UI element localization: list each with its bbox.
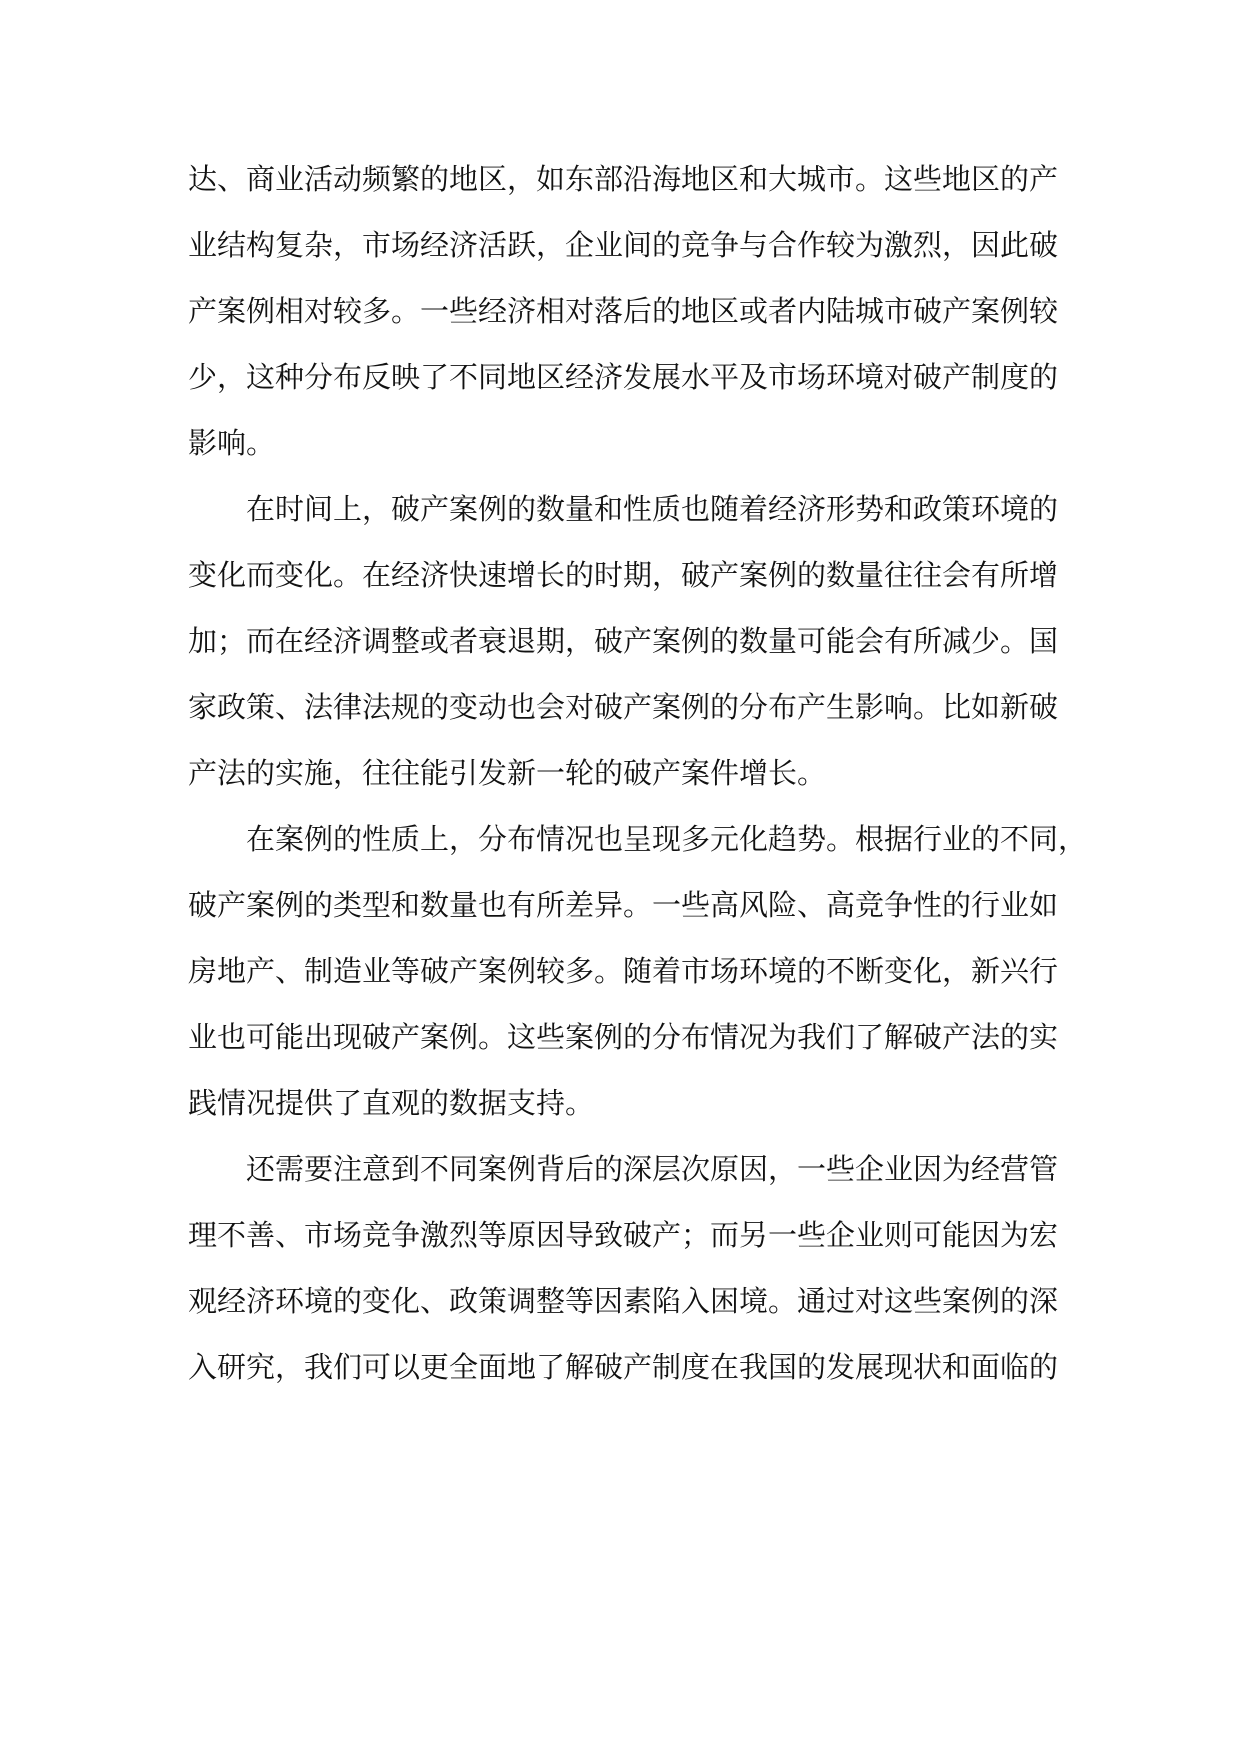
paragraph-industry-distribution — [188, 806, 1088, 1136]
text-line: 房地产、制造业等破产案例较多。随着市场环境的不断变化，新兴行 — [188, 954, 1059, 988]
text-line: 少，这种分布反映了不同地区经济发展水平及市场环境对破产制度的 — [188, 360, 1059, 394]
text-line: 入研究，我们可以更全面地了解破产制度在我国的发展现状和面临的 — [188, 1350, 1059, 1384]
text-line: 观经济环境的变化、政策调整等因素陷入困境。通过对这些案例的深 — [188, 1284, 1059, 1318]
text-line: 变化而变化。在经济快速增长的时期，破产案例的数量往往会有所增 — [188, 558, 1059, 592]
text-line: 在案例的性质上，分布情况也呈现多元化趋势。根据行业的不同， — [246, 822, 1088, 856]
text-line: 破产案例的类型和数量也有所差异。一些高风险、高竞争性的行业如 — [188, 888, 1059, 922]
text-line: 践情况提供了直观的数据支持。 — [188, 1086, 595, 1120]
text-line: 产法的实施，往往能引发新一轮的破产案件增长。 — [188, 756, 827, 790]
text-line: 业结构复杂，市场经济活跃，企业间的竞争与合作较为激烈，因此破 — [188, 228, 1059, 262]
text-line: 理不善、市场竞争激烈等原因导致破产；而另一些企业则可能因为宏 — [188, 1218, 1059, 1252]
text-line: 达、商业活动频繁的地区，如东部沿海地区和大城市。这些地区的产 — [188, 162, 1059, 196]
paragraph-regional-distribution — [188, 146, 1058, 476]
text-line: 业也可能出现破产案例。这些案例的分布情况为我们了解破产法的实 — [188, 1020, 1059, 1054]
text-line: 还需要注意到不同案例背后的深层次原因，一些企业因为经营管 — [246, 1152, 1059, 1186]
text-line: 加；而在经济调整或者衰退期，破产案例的数量可能会有所减少。国 — [188, 624, 1059, 658]
text-line: 影响。 — [188, 426, 276, 460]
text-line: 产案例相对较多。一些经济相对落后的地区或者内陆城市破产案例较 — [188, 294, 1059, 328]
paragraph-temporal-distribution — [188, 476, 1058, 806]
paragraph-underlying-causes — [188, 1136, 1058, 1400]
text-line: 在时间上，破产案例的数量和性质也随着经济形势和政策环境的 — [246, 492, 1059, 526]
text-line: 家政策、法律法规的变动也会对破产案例的分布产生影响。比如新破 — [188, 690, 1059, 724]
body-text — [188, 146, 1088, 1400]
